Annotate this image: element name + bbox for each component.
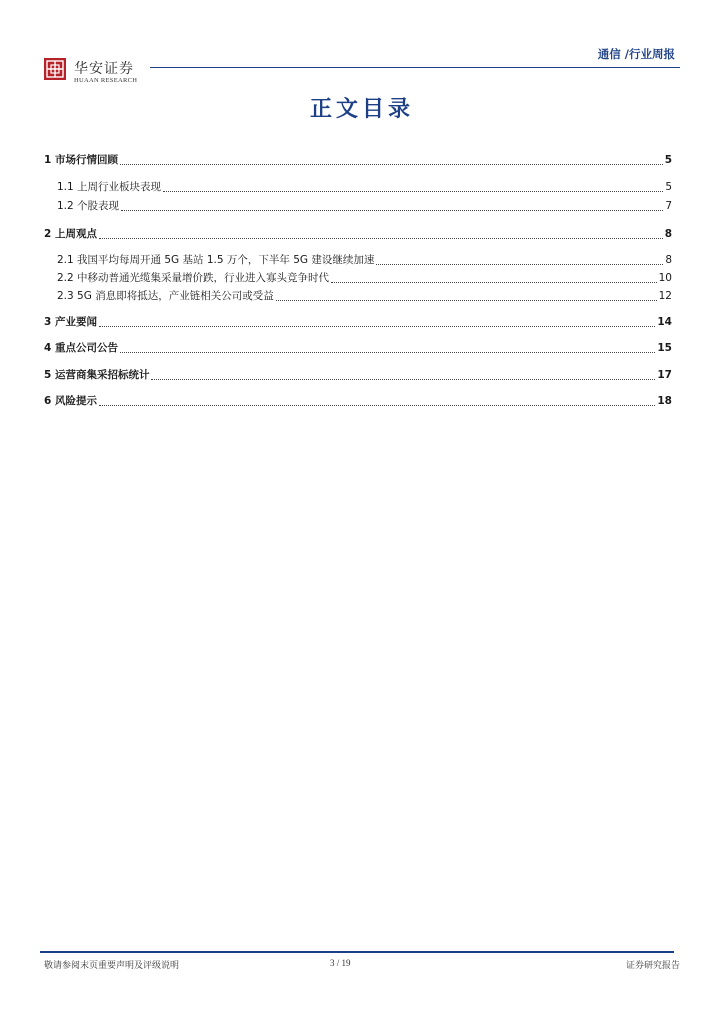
- toc-entry-page: 18: [657, 395, 672, 407]
- toc-leader-dots: [121, 209, 663, 211]
- toc-entry-title: 1 市场行情回顾: [44, 154, 118, 166]
- toc-entry[interactable]: [44, 367, 672, 383]
- toc-entry-title: 4 重点公司公告: [44, 342, 118, 354]
- toc-leader-dots: [151, 378, 655, 380]
- toc-entry-title: 3 产业要闻: [44, 316, 97, 328]
- toc-leader-dots: [331, 281, 657, 283]
- toc-entry-page: 12: [658, 290, 672, 302]
- toc-leader-dots: [99, 325, 655, 327]
- toc-entry-page: 5: [665, 181, 672, 193]
- toc-entry-page: 8: [665, 254, 672, 266]
- toc-entry-title: 1.2 个股表现: [57, 200, 120, 212]
- toc-entry-title: 2.1 我国平均每周开通 5G 基站 1.5 万个，下半年 5G 建设继续加速: [57, 254, 375, 266]
- toc-entry[interactable]: [44, 179, 672, 195]
- toc-entry[interactable]: [44, 252, 672, 268]
- footer-disclaimer: 敬请参阅末页重要声明及评级说明: [44, 961, 180, 971]
- toc-entry-title: 2.3 5G 消息即将抵达，产业链相关公司或受益: [57, 290, 274, 302]
- toc-entry[interactable]: [44, 393, 672, 409]
- toc-leader-dots: [99, 404, 655, 406]
- toc-leader-dots: [120, 351, 655, 353]
- toc-entry-page: 14: [657, 316, 672, 328]
- toc-entry-title: 2 上周观点: [44, 228, 97, 240]
- toc-entry-page: 10: [658, 272, 672, 284]
- toc-entry-title: 1.1 上周行业板块表现: [57, 181, 162, 193]
- toc-entry-title: 2.2 中移动普通光缆集采量增价跌，行业进入寡头竞争时代: [57, 272, 330, 284]
- toc-entry[interactable]: [44, 314, 672, 330]
- huaan-logo-icon: [44, 58, 66, 80]
- page-title: 正文目录: [309, 97, 414, 122]
- toc-entry-page: 5: [664, 154, 672, 166]
- footer-report-label: 证券研究报告: [625, 961, 680, 971]
- company-logo: [44, 58, 184, 84]
- toc-entry-title: 5 运营商集采招标统计: [44, 369, 150, 381]
- toc-entry-title: 6 风险提示: [44, 395, 97, 407]
- toc-entry-page: 7: [665, 200, 672, 212]
- toc-entry-page: 17: [657, 369, 672, 381]
- toc-entry[interactable]: [44, 270, 672, 286]
- toc-leader-dots: [376, 263, 663, 265]
- toc-entry[interactable]: [44, 152, 672, 168]
- toc-entry[interactable]: [44, 288, 672, 304]
- logo-english-name: HUAAN RESEARCH: [74, 77, 138, 84]
- header-divider: [150, 67, 680, 68]
- toc-entry-page: 15: [657, 342, 672, 354]
- toc-entry[interactable]: [44, 226, 672, 242]
- page-number: 3 / 19: [330, 958, 351, 968]
- toc-leader-dots: [276, 299, 657, 301]
- toc-leader-dots: [120, 163, 663, 165]
- page-header: [40, 44, 680, 84]
- toc-leader-dots: [163, 190, 663, 192]
- toc-entry[interactable]: [44, 340, 672, 356]
- toc-entry[interactable]: [44, 198, 672, 214]
- footer-divider: [40, 951, 674, 953]
- logo-chinese-name: 华安证券: [74, 61, 134, 77]
- toc-leader-dots: [99, 237, 663, 239]
- toc-entry-page: 8: [664, 228, 672, 240]
- report-category: 通信 /行业周报: [597, 47, 675, 61]
